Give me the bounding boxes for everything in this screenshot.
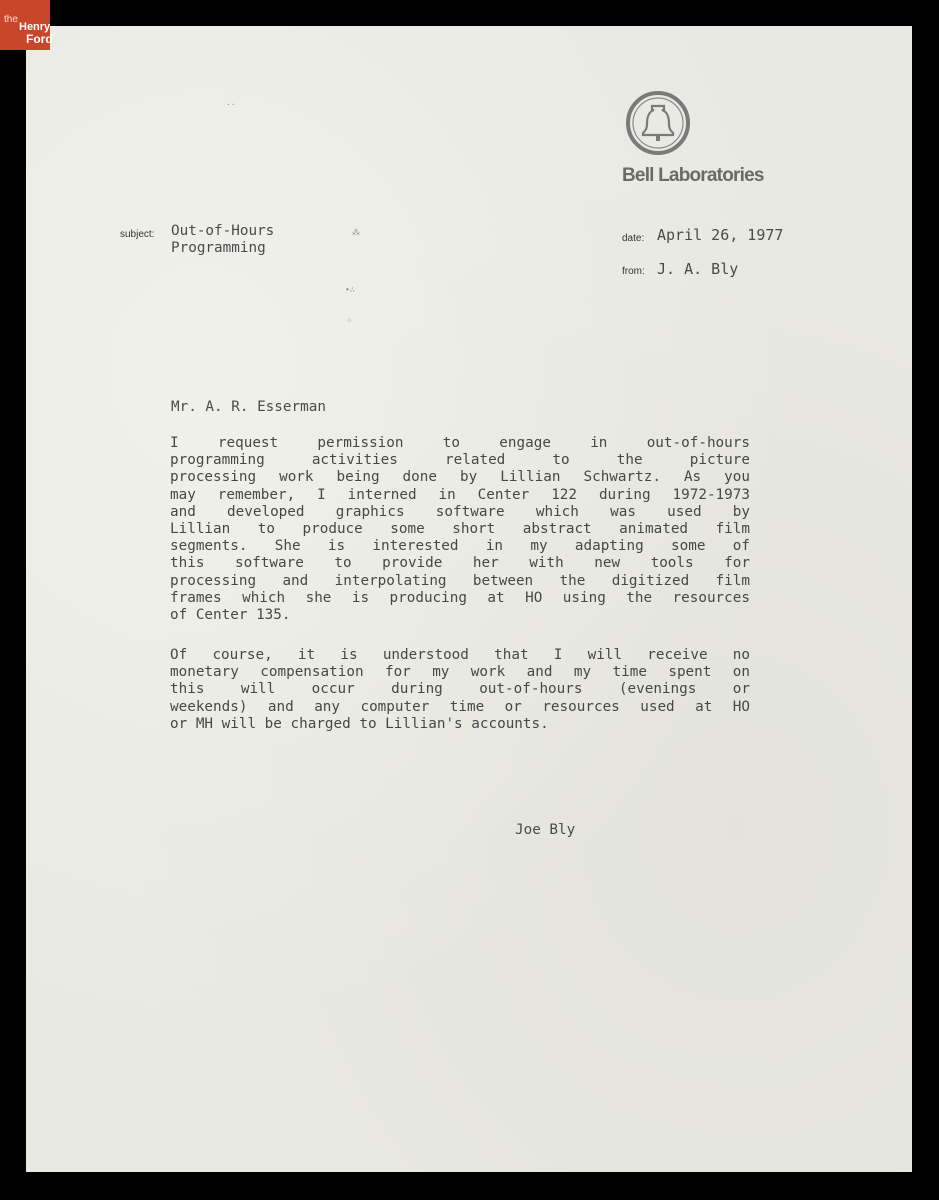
- memo-from: J. A. Bly: [657, 260, 739, 278]
- the-henry-ford-logo: [0, 0, 53, 50]
- logo-the: the: [4, 14, 18, 25]
- subject-label: subject:: [120, 229, 155, 240]
- paper-speck: ⁂: [352, 228, 360, 237]
- text-line: may remember, I interned in Center 122 during 1972-1973: [170, 486, 750, 503]
- paper-speck: ⁘: [346, 316, 353, 325]
- signature: Joe Bly: [515, 822, 576, 838]
- text-line: this software to provide her with new tools for: [170, 555, 750, 572]
- text-line: of Center 135.: [170, 607, 291, 624]
- from-label: from:: [622, 266, 645, 277]
- text-line: Of course, it is understood that I will receive no: [170, 647, 750, 663]
- text-line: processing work being done by Lillian Schwartz. As you: [170, 469, 750, 486]
- subject-line-2: Programming: [171, 240, 266, 256]
- text-line: or MH will be charged to Lillian's accounts.: [170, 715, 549, 732]
- paragraph-2: [170, 647, 750, 733]
- subject-line-1: Out-of-Hours: [171, 223, 275, 239]
- text-line: segments. She is interested in my adapting some of: [170, 538, 750, 555]
- addressee: Mr. A. R. Esserman: [171, 399, 326, 415]
- organization-name: Bell Laboratories: [622, 165, 764, 186]
- bell-in-circle-icon: [625, 90, 691, 156]
- text-line: I request permission to engage in out-of-hours: [170, 435, 750, 451]
- text-line: monetary compensation for my work and my time spent on: [170, 664, 750, 681]
- memo-date: April 26, 1977: [657, 226, 784, 244]
- text-line: Lillian to produce some short abstract animated film: [170, 521, 750, 538]
- text-line: weekends) and any computer time or resources used at HO: [170, 698, 750, 715]
- date-label: date:: [622, 233, 645, 244]
- paper-speck: ··: [226, 100, 236, 109]
- text-line: processing and interpolating between the digitized film: [170, 572, 750, 589]
- logo-ford: Ford: [26, 32, 53, 46]
- text-line: programming activities related to the picture: [170, 452, 750, 469]
- text-line: and developed graphics software which was used by: [170, 503, 750, 520]
- paper-speck: ∙∴: [345, 285, 355, 294]
- paragraph-1: [170, 435, 750, 624]
- logo-henry: Henry: [19, 21, 51, 33]
- text-line: frames which she is producing at HO using the resources: [170, 589, 750, 606]
- text-line: this will occur during out-of-hours (evenings or: [170, 681, 750, 698]
